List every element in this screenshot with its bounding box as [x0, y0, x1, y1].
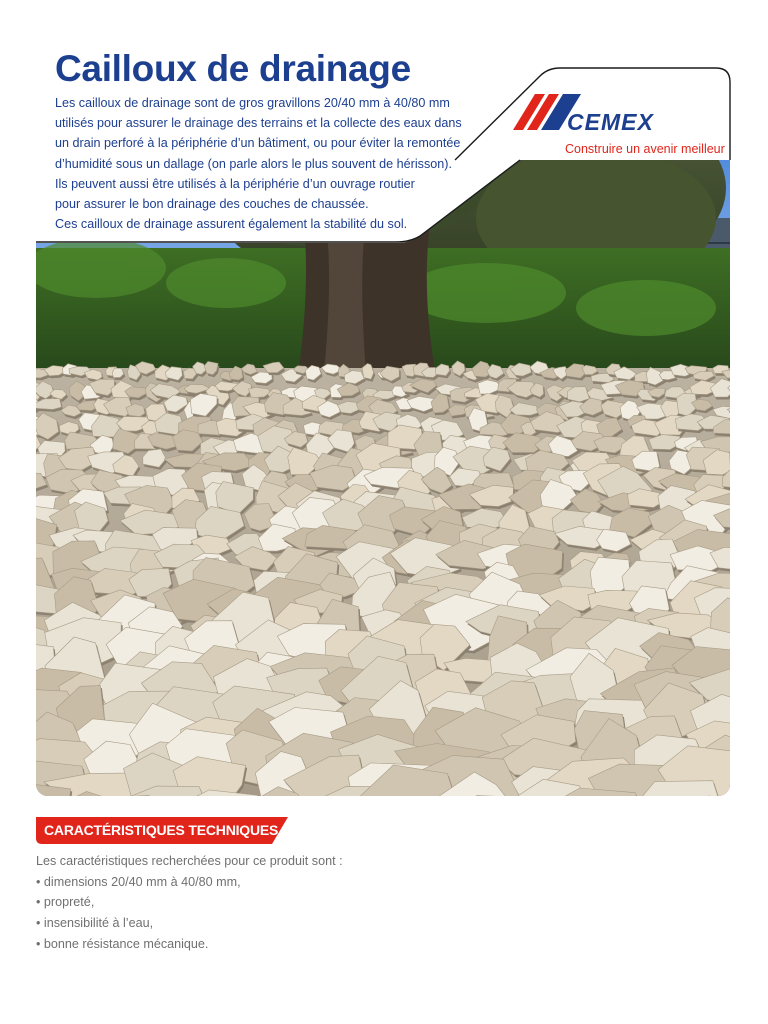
list-item: • insensibilité à l’eau,	[36, 916, 154, 931]
list-item: • propreté,	[36, 895, 95, 910]
section-title: CARACTÉRISTIQUES TECHNIQUES	[44, 822, 279, 838]
intro-line: Ces cailloux de drainage assurent également la stabilité du sol.	[55, 217, 408, 232]
intro-line: d’humidité sous un dallage (on parle alors le plus souvent de hérisson).	[55, 156, 452, 171]
intro-paragraph	[55, 93, 475, 234]
intro-line: Les cailloux de drainage sont de gros gravillons 20/40 mm à 40/80 mm	[55, 96, 450, 110]
specs-intro: Les caractéristiques recherchées pour ce produit sont :	[36, 854, 343, 868]
list-item: • dimensions 20/40 mm à 40/80 mm,	[36, 874, 241, 889]
logo-wordmark: CEMEX	[567, 109, 654, 135]
specs-text	[36, 851, 343, 955]
specs-list	[36, 872, 343, 955]
intro-line: un drain perforé à la périphérie d’un bâtiment, ou pour éviter la remontée	[55, 136, 461, 151]
intro-line: pour assurer le bon drainage des couches de chaussée.	[55, 197, 369, 212]
section-header	[36, 817, 288, 844]
cemex-logo	[513, 88, 673, 138]
page-title: Cailloux de drainage	[55, 48, 411, 89]
brand-tagline: Construire un avenir meilleur	[565, 142, 725, 156]
intro-line: Ils peuvent aussi être utilisés à la périphérie d’un ouvrage routier	[55, 176, 415, 191]
list-item: • bonne résistance mécanique.	[36, 936, 209, 951]
intro-line: utilisés pour assurer le drainage des terrains et la collecte des eaux dans	[55, 116, 462, 131]
